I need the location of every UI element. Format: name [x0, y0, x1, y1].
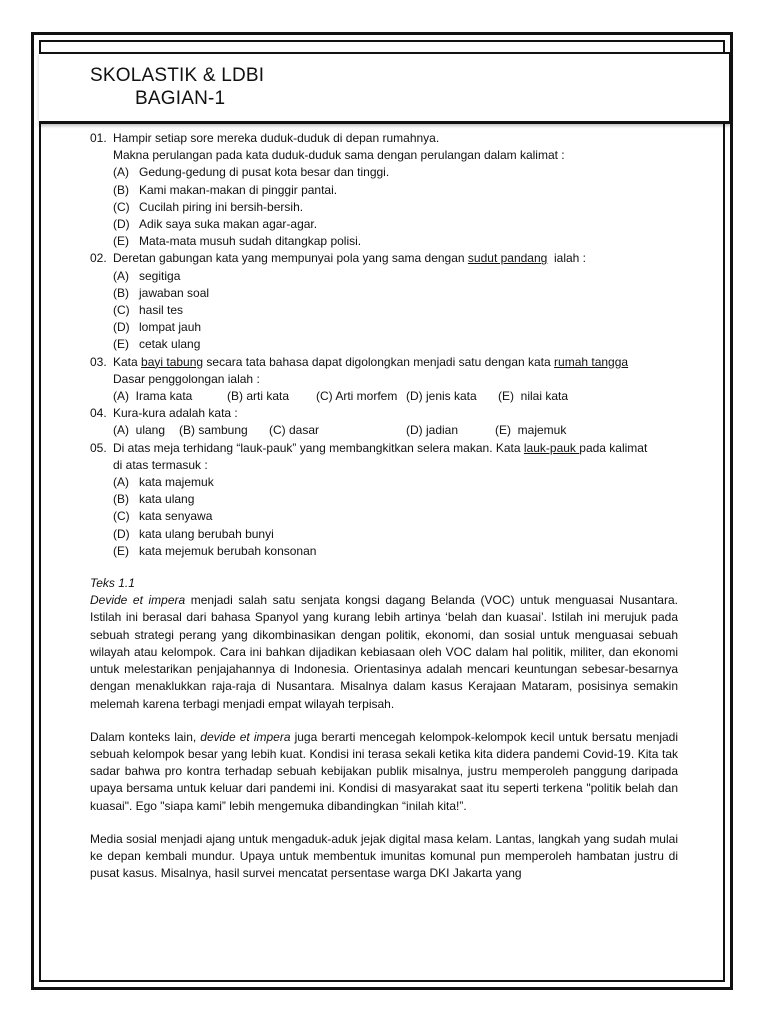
inline-options [113, 388, 678, 405]
question-number: 05. [90, 440, 107, 455]
question-text: di atas termasuk : [113, 457, 208, 472]
option-c: (C) hasil tes [113, 303, 184, 318]
option-a: (A) Gedung-gedung di pusat kota besar dan tinggi. [113, 165, 390, 180]
option-a: (A) Irama kata [113, 389, 193, 404]
document-body [90, 130, 678, 882]
question-number: 04. [90, 406, 107, 421]
option-d: (D) Adik saya suka makan agar-agar. [113, 217, 318, 232]
option-b: (B) sambung [179, 423, 248, 438]
option-b: (B) jawaban soal [113, 285, 210, 300]
page-title: SKOLASTIK & LDBI [90, 65, 265, 86]
option-c: (C) Arti morfem [316, 389, 398, 404]
question-text: Dasar penggolongan ialah : [113, 371, 260, 386]
option-c: (C) Cucilah piring ini bersih-bersih. [113, 199, 304, 214]
option-a: (A) segitiga [113, 268, 181, 283]
question-text: Di atas meja terhidang “lauk-pauk” yang membangkitkan selera makan. Kata lauk-pauk pada kalimat [113, 440, 648, 455]
option-e: (E) kata mejemuk berubah konsonan [113, 543, 317, 558]
option-e: (E) majemuk [495, 423, 567, 438]
option-b: (B) kata ulang [113, 492, 195, 507]
question-text: Deretan gabungan kata yang mempunyai pola yang sama dengan sudut pandang ialah : [113, 251, 587, 266]
question-03 [90, 354, 678, 406]
question-number: 02. [90, 251, 107, 266]
question-text: Kata bayi tabung secara tata bahasa dapat digolongkan menjadi satu dengan kata rumah tangga [113, 354, 629, 369]
option-d: (D) kata ulang berubah bunyi [113, 526, 274, 541]
option-e: (E) Mata-mata musuh sudah ditangkap polisi. [113, 234, 362, 249]
option-b: (B) arti kata [227, 389, 290, 404]
question-text: Kura-kura adalah kata : [113, 406, 238, 421]
option-e: (E) nilai kata [498, 389, 569, 404]
option-b: (B) Kami makan-makan di pinggir pantai. [113, 182, 338, 197]
question-04 [90, 405, 678, 439]
option-d: (D) jenis kata [406, 389, 477, 404]
option-c: (C) kata senyawa [113, 509, 213, 524]
question-01 [90, 130, 678, 250]
option-a: (A) ulang [113, 423, 166, 438]
passage-title: Teks 1.1 [90, 576, 135, 591]
option-d: (D) lompat jauh [113, 320, 202, 335]
option-d: (D) jadian [406, 423, 459, 438]
option-c: (C) dasar [269, 423, 320, 438]
inline-options [113, 422, 678, 439]
question-05 [90, 440, 678, 560]
page-subtitle: BAGIAN-1 [135, 88, 226, 109]
question-text: Hampir setiap sore mereka duduk-duduk di depan rumahnya. [113, 131, 440, 145]
question-text: Makna perulangan pada kata duduk-duduk sama dengan perulangan dalam kalimat : [113, 148, 565, 163]
passage-paragraph-1: Devide et impera menjadi salah satu senjata kongsi dagang Belanda (VOC) untuk menguasai Nusantara. Istilah ini berasal dari bahasa Spanyol yang kurang lebih artinya ‘belah dan kuasai’. Istilah ini merujuk pada sebuah strategi perang yang dikombinasikan dengan politik, ekonomi, dan sosial untuk menguasai sebuah wilayah atau kelompok. Cara ini bahkan dijadikan kebiasaan oleh VOC dalam hal politik, militer, dan ekonomi untuk melestarikan penjajahannya di Indonesia. Orientasinya adalah mencari keuntungan sebesar-besarnya dengan menaklukkan raja-raja di Nusantara. Misalnya dalam kasus Kerajaan Mataram, posisinya semakin melemah karena terbagi menjadi empat wilayah terpisah. [90, 593, 678, 711]
option-a: (A) kata majemuk [113, 475, 214, 490]
question-number: 03. [90, 354, 107, 369]
passage-paragraph-2: Dalam konteks lain, devide et impera juga berarti mencegah kelompok-kelompok kecil untuk bersatu menjadi sebuah kelompok besar yang lebih kuat. Kondisi ini terasa sekali ketika kita didera pandemi Covid-19. Kita tak sadar bahwa pro kontra terhadap sebuah kebijakan publik misalnya, justru memperoleh panggung daripada upaya bersama untuk keluar dari pandemi ini. Kondisi di masyarakat saat itu seperti terkena "politik belah dan kuasai". Ego "siapa kami” lebih mengemuka dibandingkan “inilah kita!”. [90, 729, 679, 813]
question-number: 01. [90, 131, 107, 145]
passage-paragraph-3: Media sosial menjadi ajang untuk mengaduk-aduk jejak digital masa kelam. Lantas, langkah yang sudah mulai ke depan kembali mundur. Upaya untuk membentuk imunitas komunal pun memperoleh hambatan justru di pusat kasus. Misalnya, hasil survei mencatat persentase warga DKI Jakarta yang [90, 831, 678, 881]
option-e: (E) cetak ulang [113, 337, 201, 352]
question-02 [90, 250, 678, 353]
